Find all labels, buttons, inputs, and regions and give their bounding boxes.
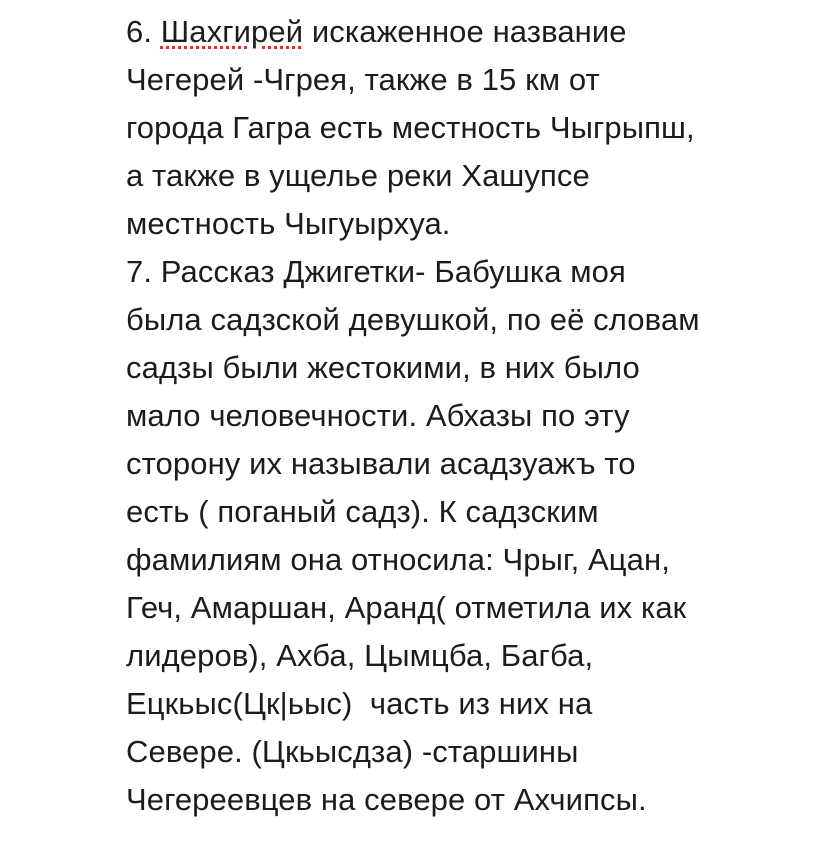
note-text-run: Геч, Амаршан, Аранд( отметила их как [126,590,687,625]
note-line [126,536,816,584]
note-text-run: мало человечности. Абхазы по эту [126,398,630,433]
note-line [126,104,816,152]
note-text-body[interactable] [126,8,816,824]
note-line [126,344,816,392]
note-line [126,8,816,56]
note-text-run: искаженное название [303,14,627,49]
note-text-run: лидеров), Ахба, Цымцба, Багба, [126,638,594,673]
note-text-run: а также в ущелье реки Хашупсе [126,158,590,193]
note-text-run: сторону их называли асадзуажъ то [126,446,636,481]
note-text-run: 6. [126,14,161,49]
note-text-run: 7. Рассказ Джигетки- Бабушка моя [126,254,626,289]
note-line [126,248,816,296]
note-text-run: Севере. (Цкьысдза) -старшины [126,734,579,769]
note-text-run: есть ( поганый садз). К садзским [126,494,599,529]
note-line [126,776,816,824]
note-line [126,392,816,440]
note-line [126,200,816,248]
note-text-run: фамилиям она относила: Чрыг, Ацан, [126,542,670,577]
misspelled-word: Шахгирей [160,14,304,49]
note-text-run: Чегерей -Чгрея, также в 15 км от [126,62,600,97]
note-line [126,56,816,104]
note-text-run: садзы были жестокими, в них было [126,350,640,385]
note-line [126,584,816,632]
note-line [126,632,816,680]
note-line [126,296,816,344]
note-line [126,488,816,536]
note-line [126,152,816,200]
note-text-run: была садзской девушкой, по её словам [126,302,700,337]
note-text-run: Ецкьыс(Цк|ьыс) часть из них на [126,686,593,721]
note-line [126,728,816,776]
note-line [126,440,816,488]
note-line [126,680,816,728]
note-text-run: города Гагра есть местность Чыгрыпш, [126,110,695,145]
note-text-run: местность Чыгуырхуа. [126,206,451,241]
note-text-run: Чегереевцев на севере от Ахчипсы. [126,782,647,817]
